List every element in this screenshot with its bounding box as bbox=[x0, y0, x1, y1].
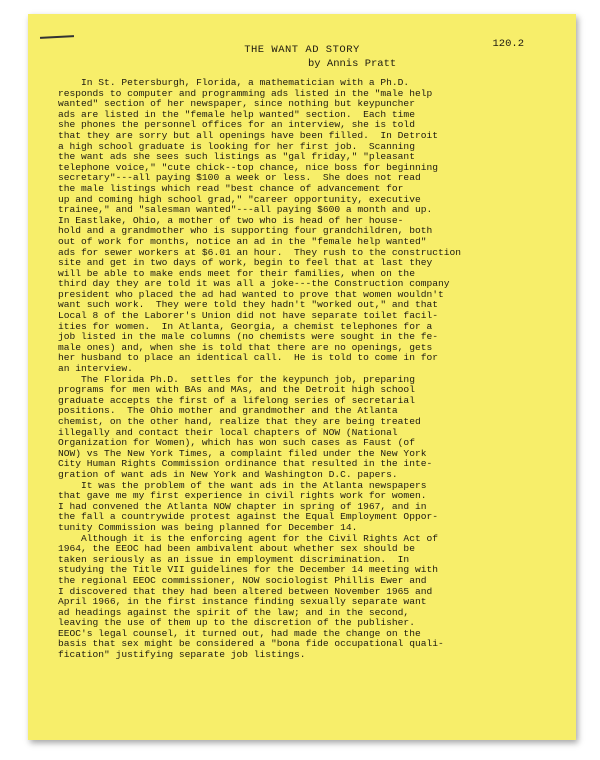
text-line: ads for sewer workers at $6.01 an hour. They rush to the construction bbox=[58, 246, 462, 258]
text-line: want such work. They were told they hadn't "worked out," and that bbox=[58, 299, 438, 311]
text-line: male ones) and, when she is told that there are no openings, gets bbox=[58, 341, 433, 353]
text-line: EEOC's legal counsel, it turned out, had made the change on the bbox=[58, 627, 421, 639]
text-line: leaving the use of them up to the discretion of the publisher. bbox=[58, 617, 415, 629]
text-line: responds to computer and programming ads listed in the "male help bbox=[58, 87, 433, 99]
text-line: the regional EEOC commissioner, NOW sociologist Phillis Ewer and bbox=[58, 574, 427, 586]
text-line: Organization for Women), which has won such cases as Faust (of bbox=[58, 437, 415, 449]
text-line: 1964, the EEOC had been ambivalent about whether sex should be bbox=[58, 543, 415, 555]
text-line: the want ads she sees such listings as "gal friday," "pleasant bbox=[58, 151, 415, 163]
text-line: gration of want ads in New York and Washington D.C. papers. bbox=[58, 468, 398, 480]
text-line: I had convened the Atlanta NOW chapter in spring of 1967, and in bbox=[58, 500, 427, 512]
text-line: president who placed the ad had wanted to prove that women wouldn't bbox=[58, 288, 444, 300]
text-line: secretary"---all paying $100 a week or less. She does not read bbox=[58, 172, 421, 184]
text-line: the male listings which read "best chance of advancement for bbox=[58, 182, 404, 194]
text-line: positions. The Ohio mother and grandmother and the Atlanta bbox=[58, 405, 398, 417]
text-line: chemist, on the other hand, realize that they are being treated bbox=[58, 416, 421, 427]
author-byline: by Annis Pratt bbox=[308, 58, 397, 70]
text-line: third day they are told it was all a joke---the Construction company bbox=[58, 278, 450, 290]
text-line: illegally and contact their local chapters of NOW (National bbox=[58, 426, 398, 438]
document-page bbox=[28, 14, 576, 740]
page-number: 120.2 bbox=[492, 38, 524, 50]
text-line: wanted" section of her newspaper, since nothing but keypuncher bbox=[58, 98, 415, 110]
text-line: ities for women. In Atlanta, Georgia, a chemist telephones for a bbox=[58, 320, 433, 332]
text-line: graduate accepts the first of a lifelong series of secretarial bbox=[58, 394, 415, 406]
paragraph bbox=[58, 78, 556, 375]
paragraph bbox=[58, 481, 556, 534]
text-line: out of work for months, notice an ad in the "female help wanted" bbox=[58, 235, 427, 247]
text-line: telephone voice," "cute chick--top chance, nice boss for beginning bbox=[58, 161, 438, 173]
text-line: her husband to place an identical call. He is told to come in for bbox=[58, 352, 438, 364]
text-line: NOW) vs The New York Times, a complaint filed under the New York bbox=[58, 447, 427, 459]
document-body bbox=[58, 78, 556, 661]
text-line: I discovered that they had been altered between November 1965 and bbox=[58, 585, 433, 597]
text-line: programs for men with BAs and MAs, and the Detroit high school bbox=[58, 384, 415, 396]
text-line: basis that sex might be considered a "bona fide occupational quali- bbox=[58, 638, 444, 650]
text-line: ads are listed in the "female help wanted" section. Each time bbox=[58, 108, 415, 120]
text-line: In St. Petersburgh, Florida, a mathematician with a Ph.D. bbox=[58, 77, 410, 88]
text-line: trainee," and "salesman wanted"---all paying $600 a month and up. bbox=[58, 204, 433, 216]
text-line: In Eastlake, Ohio, a mother of two who is head of her house- bbox=[58, 214, 404, 226]
text-line: she phones the personnel offices for an interview, she is told bbox=[58, 119, 415, 131]
text-line: site and get in two days of work, begin to feel that at last they bbox=[58, 257, 433, 269]
text-line: fication" justifying separate job listings. bbox=[58, 649, 306, 661]
text-line: up and coming high school grad," "career opportunity, executive bbox=[58, 193, 421, 205]
text-line: job listed in the male columns (no chemists were sought in the fe- bbox=[58, 331, 438, 343]
text-line: Local 8 of the Laborer's Union did not have separate toilet facil- bbox=[58, 310, 438, 322]
text-line: hold and a grandmother who is supporting four grandchildren, both bbox=[58, 225, 433, 237]
paragraph bbox=[58, 534, 556, 661]
text-line: that gave me my first experience in civil rights work for women. bbox=[58, 490, 427, 502]
text-line: It was the problem of the want ads in the Atlanta newspapers bbox=[58, 479, 427, 491]
text-line: April 1966, in the first instance finding sexually separate want bbox=[58, 596, 427, 608]
text-line: tunity Commission was being planned for December 14. bbox=[58, 521, 358, 533]
text-line: the fall a countrywide protest against the Equal Employment Oppor- bbox=[58, 511, 438, 523]
document-title: THE WANT AD STORY bbox=[244, 44, 360, 56]
text-line: an interview. bbox=[58, 363, 133, 375]
text-line: that they are sorry but all openings have been filled. In Detroit bbox=[58, 129, 438, 141]
text-line: City Human Rights Commission ordinance that resulted in the inte- bbox=[58, 458, 433, 470]
pen-mark bbox=[40, 35, 74, 39]
text-line: a high school graduate is looking for her first job. Scanning bbox=[58, 140, 415, 152]
text-line: Although it is the enforcing agent for the Civil Rights Act of bbox=[58, 532, 438, 544]
text-line: ad headings against the spirit of the law; and in the second, bbox=[58, 606, 410, 618]
text-line: The Florida Ph.D. settles for the keypunch job, preparing bbox=[58, 373, 415, 385]
text-line: will be able to make ends meet for their families, when on the bbox=[58, 267, 415, 279]
paragraph bbox=[58, 375, 556, 481]
text-line: studying the Title VII guidelines for the December 14 meeting with bbox=[58, 564, 438, 576]
text-line: taken seriously as an issue in employment discrimination. In bbox=[58, 553, 410, 565]
